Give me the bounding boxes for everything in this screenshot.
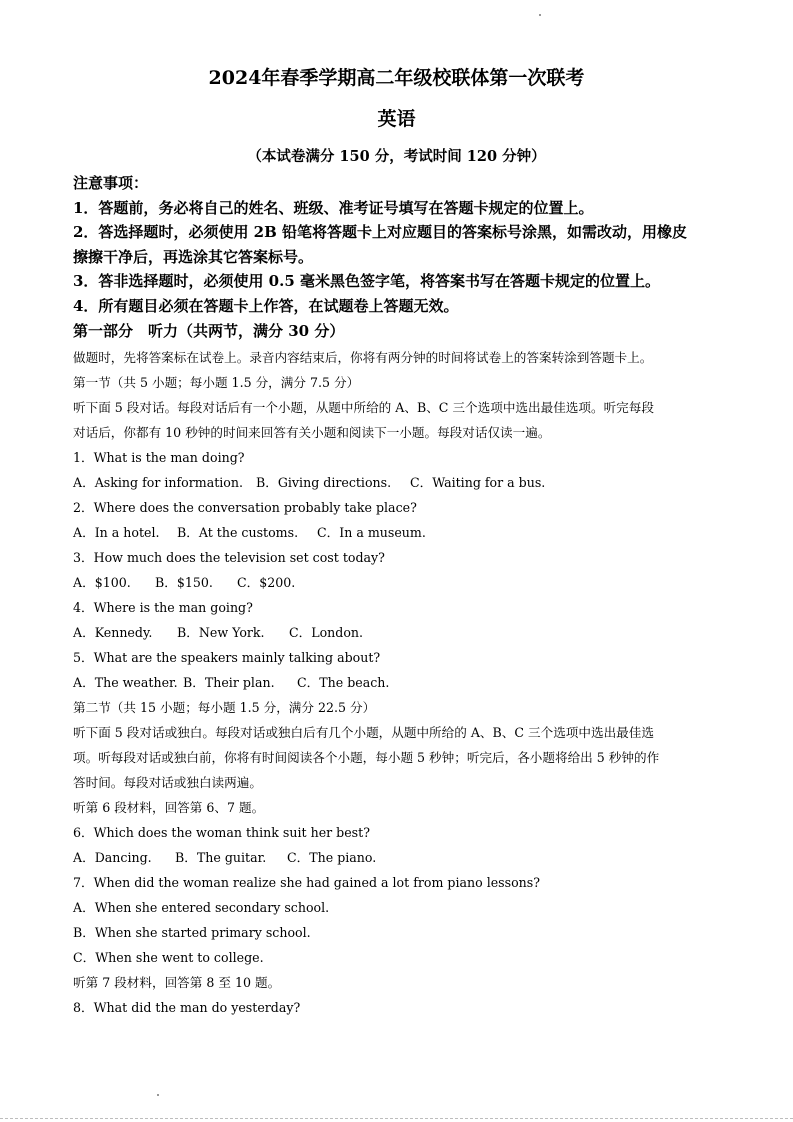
question-5: 5．What are the speakers mainly talking about? [73, 650, 381, 665]
option-b: B．At the customs. [177, 525, 299, 540]
part1-heading: 第一部分 听力（共两节，满分 30 分） [73, 322, 345, 340]
section1-instr-2: 对话后，你都有 10 秒钟的时间来回答有关小题和阅读下一小题。每段对话仅读一遍。 [73, 425, 551, 440]
question-2-options [73, 522, 426, 541]
option-a: A．The weather. [73, 675, 178, 690]
option-b: B．Giving directions. [256, 475, 392, 490]
question-8: 8．What did the man do yesterday? [73, 1000, 301, 1015]
subject-title: 英语 [377, 108, 416, 130]
section2-heading: 第二节（共 15 小题；每小题 1.5 分，满分 22.5 分） [73, 700, 376, 715]
question-5-options [73, 672, 389, 691]
part1-intro: 做题时，先将答案标在试卷上。录音内容结束后，你将有两分钟的时间将试卷上的答案转涂到答题卡上。 [73, 350, 653, 365]
option-c: C．Waiting for a bus. [410, 475, 546, 490]
notice-heading: 注意事项： [73, 174, 149, 192]
section1-instr-1: 听下面 5 段对话。每段对话后有一个小题，从题中所给的 A、B、C 三个选项中选出最佳选项。听完每段 [73, 400, 654, 415]
notice-item-3: 3．答非选择题时，必须使用 0.5 毫米黑色签字笔，将答案书写在答题卡规定的位置上。 [73, 272, 660, 290]
section2-instr-1: 听下面 5 段对话或独白。每段对话或独白后有几个小题，从题中所给的 A、B、C 三个选项中选出最佳选 [73, 725, 654, 740]
option-c: C．$200. [237, 575, 296, 590]
section2-instr-3: 答时间。每段对话或独白读两遍。 [73, 775, 262, 790]
question-7-option-b: B．When she started primary school. [73, 925, 311, 940]
option-b: B．$150. [155, 575, 213, 590]
notice-item-1: 1．答题前，务必将自己的姓名、班级、准考证号填写在答题卡规定的位置上。 [73, 199, 594, 217]
option-a: A．In a hotel. [73, 525, 160, 540]
notice-item-4: 4．所有题目必须在答题卡上作答，在试题卷上答题无效。 [73, 297, 459, 315]
question-1-options [73, 472, 545, 491]
scan-dot [539, 14, 541, 16]
question-3: 3．How much does the television set cost today? [73, 550, 385, 565]
option-a: A．Dancing. [73, 850, 152, 865]
page-bottom-rule [0, 1118, 793, 1119]
question-7-option-a: A．When she entered secondary school. [73, 900, 330, 915]
option-c: C．In a museum. [317, 525, 426, 540]
question-7-option-c: C．When she went to college. [73, 950, 264, 965]
exam-note: （本试卷满分 150 分，考试时间 120 分钟） [247, 148, 546, 165]
section2-instr-2: 项。听每段对话或独白前，你将有时间阅读各个小题，每小题 5 秒钟；听完后，各小题将给出 5 秒钟的作 [73, 750, 660, 765]
option-c: C．London. [289, 625, 364, 640]
exam-title: 2024年春季学期高二年级校联体第一次联考 [208, 67, 585, 89]
option-b: B．New York. [177, 625, 265, 640]
section1-heading: 第一节（共 5 小题；每小题 1.5 分，满分 7.5 分） [73, 375, 360, 390]
notice-item-2-cont: 擦擦干净后，再选涂其它答案标号。 [73, 248, 314, 266]
option-a: A．$100. [73, 575, 131, 590]
option-c: C．The beach. [297, 675, 390, 690]
question-7: 7．When did the woman realize she had gained a lot from piano lessons? [73, 875, 541, 890]
option-a: A．Kennedy. [73, 625, 153, 640]
option-b: B．Their plan. [183, 675, 275, 690]
material-7-heading: 听第 7 段材料，回答第 8 至 10 题。 [73, 975, 281, 990]
option-a: A．Asking for information. [73, 475, 243, 490]
question-6: 6．Which does the woman think suit her best? [73, 825, 370, 840]
question-4: 4．Where is the man going? [73, 600, 253, 615]
material-6-heading: 听第 6 段材料，回答第 6、7 题。 [73, 800, 265, 815]
question-4-options [73, 622, 363, 641]
question-3-options [73, 572, 295, 591]
question-6-options [73, 847, 376, 866]
question-1: 1．What is the man doing? [73, 450, 245, 465]
scan-dot [157, 1094, 159, 1096]
notice-item-2: 2．答选择题时，必须使用 2B 铅笔将答题卡上对应题目的答案标号涂黑，如需改动，用橡皮 [73, 223, 688, 241]
option-b: B．The guitar. [175, 850, 267, 865]
option-c: C．The piano. [287, 850, 377, 865]
question-2: 2．Where does the conversation probably take place? [73, 500, 417, 515]
